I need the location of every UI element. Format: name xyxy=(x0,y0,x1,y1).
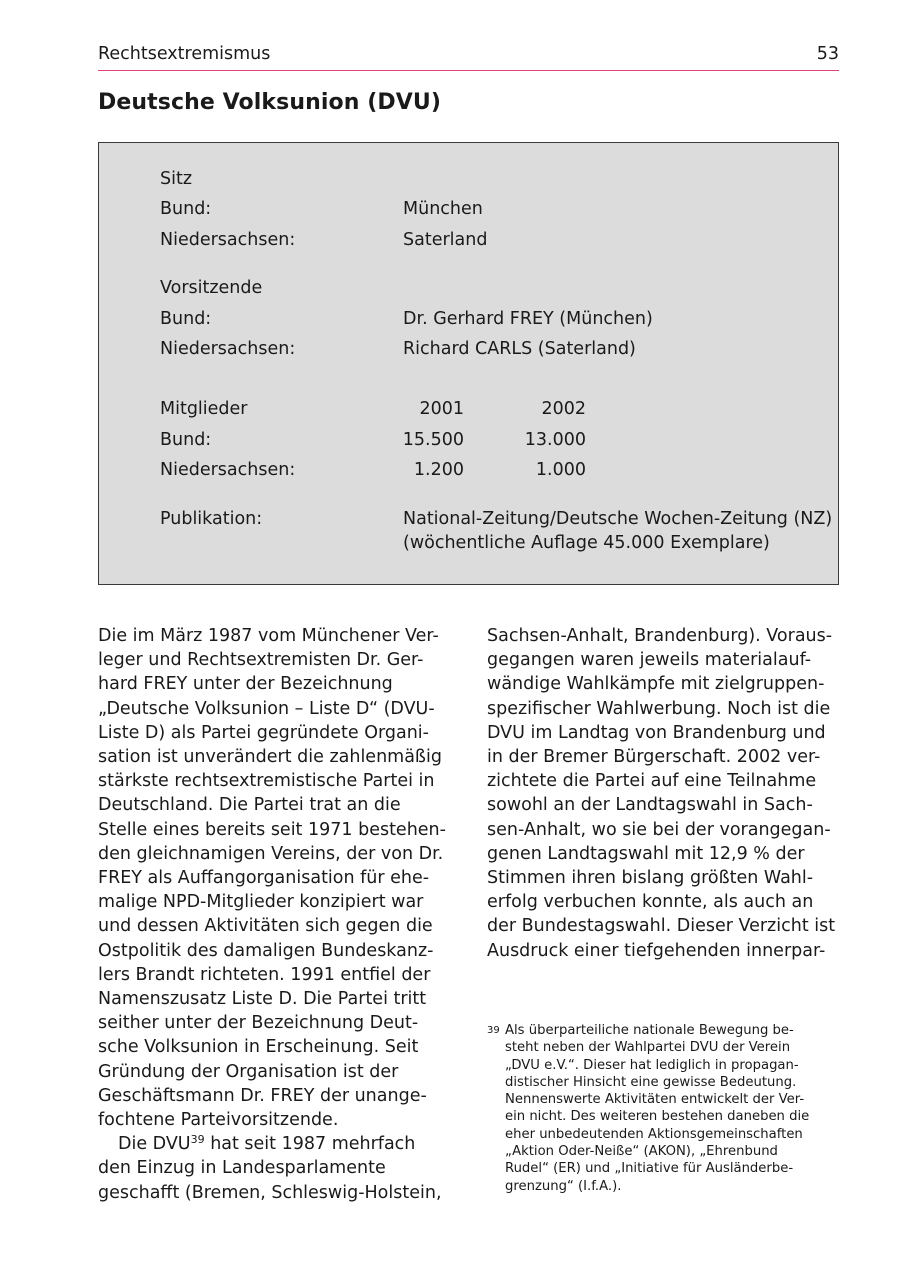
page-heading: Deutsche Volksunion (DVU) xyxy=(98,90,442,115)
vors-nds-value: Richard CARLS (Saterland) xyxy=(403,339,636,359)
text-line: Gründung der Organisation ist der xyxy=(98,1061,399,1082)
footnote-line: „DVU e.V.“. Dieser hat lediglich in propagan- xyxy=(505,1057,799,1073)
footnote-number: 39 xyxy=(487,1025,500,1036)
sitz-bund-value: München xyxy=(403,199,483,219)
text-line: lers Brandt richteten. 1991 entfiel der xyxy=(98,964,431,985)
footnote-ref[interactable]: 39 xyxy=(190,1133,205,1147)
mitglieder-bund-2001: 15.500 xyxy=(402,430,464,450)
publikation-label: Publikation: xyxy=(160,509,263,529)
body-column-right xyxy=(487,624,839,963)
paragraph-2-continued xyxy=(487,624,839,963)
footnote-text xyxy=(505,1022,809,1195)
paragraph-2 xyxy=(98,1132,450,1205)
text-line: den gleichnamigen Vereins, der von Dr. xyxy=(98,843,444,864)
mitglieder-label: Mitglieder xyxy=(160,399,248,419)
text-line: Stimmen ihren bislang größten Wahl- xyxy=(487,868,814,889)
vors-bund-label: Bund: xyxy=(160,309,212,329)
footnote-line: „Aktion Oder-Neiße“ (AKON), „Ehrenbund xyxy=(505,1144,778,1160)
mitglieder-year-2002: 2002 xyxy=(541,399,586,419)
sitz-nds-value: Saterland xyxy=(403,230,488,250)
vors-bund-value: Dr. Gerhard FREY (München) xyxy=(403,309,653,329)
text-line: seither unter der Bezeichnung Deut- xyxy=(98,1013,419,1034)
text-line: Geschäftsmann Dr. FREY der unange- xyxy=(98,1085,427,1106)
text-line: sen-Anhalt, wo sie bei der vorangegan- xyxy=(487,819,831,840)
footnote-line: grenzung“ (I.f.A.). xyxy=(505,1178,622,1194)
text-line: spezifischer Wahlwerbung. Noch ist die xyxy=(487,698,831,719)
text-line: „Deutsche Volksunion – Liste D“ (DVU- xyxy=(98,698,435,719)
text-line: Ostpolitik des damaligen Bundeskanz- xyxy=(98,940,434,961)
footnote-line: distischer Hinsicht eine gewisse Bedeutung. xyxy=(505,1074,797,1090)
sitz-nds-label: Niedersachsen: xyxy=(160,230,296,250)
text-line: sche Volksunion in Erscheinung. Seit xyxy=(98,1037,419,1058)
text-line: Sachsen-Anhalt, Brandenburg). Voraus- xyxy=(487,626,833,646)
section-title: Rechtsextremismus xyxy=(98,44,271,64)
text-line: sation ist unverändert die zahlenmäßig xyxy=(98,747,442,768)
footnote-line: eher unbedeutenden Aktionsgemeinschaften xyxy=(505,1126,803,1142)
text-line: Stelle eines bereits seit 1971 bestehen- xyxy=(98,819,446,840)
mitglieder-nds-2002: 1.000 xyxy=(535,460,586,480)
text-line: erfolg verbuchen konnte, als auch an xyxy=(487,892,814,913)
vorsitzende-label: Vorsitzende xyxy=(160,278,263,298)
text-line: DVU im Landtag von Brandenburg und xyxy=(487,722,826,743)
text-line: stärkste rechtsextremistische Partei in xyxy=(98,771,435,792)
footnote-line: ein nicht. Des weiteren bestehen daneben die xyxy=(505,1109,810,1125)
mitglieder-bund-2002: 13.000 xyxy=(524,430,586,450)
publikation-line-1: National-Zeitung/Deutsche Wochen-Zeitung (NZ) xyxy=(403,509,833,529)
text-line: gegangen waren jeweils materialauf- xyxy=(487,650,812,671)
footnote-line: Rudel“ (ER) und „Initiative für Ausländerbe- xyxy=(505,1161,794,1177)
text-line: leger und Rechtsextremisten Dr. Ger- xyxy=(98,650,424,671)
footnote-line: steht neben der Wahlpartei DVU der Verein xyxy=(505,1040,791,1056)
text-line: fochtene Parteivorsitzende. xyxy=(98,1110,339,1131)
para2-rest: hat seit 1987 mehrfach xyxy=(204,1134,416,1155)
mitglieder-nds-2001: 1.200 xyxy=(413,460,464,480)
running-header xyxy=(98,44,839,71)
mitglieder-bund-label: Bund: xyxy=(160,430,212,450)
text-line: Die im März 1987 vom Münchener Ver- xyxy=(98,626,439,646)
text-line: wändige Wahlkämpfe mit zielgruppen- xyxy=(487,674,825,695)
info-box xyxy=(98,142,839,585)
mitglieder-nds-label: Niedersachsen: xyxy=(160,460,296,480)
text-line: Liste D) als Partei gegründete Organi- xyxy=(98,722,429,743)
footnote-line: Nennenswerte Aktivitäten entwickelt der Ver- xyxy=(505,1092,805,1108)
text-line: malige NPD-Mitglieder konzipiert war xyxy=(98,892,424,913)
sitz-label: Sitz xyxy=(160,169,193,189)
publikation-line-2: (wöchentliche Auflage 45.000 Exemplare) xyxy=(403,533,770,553)
mitglieder-year-2001: 2001 xyxy=(419,399,464,419)
text-line xyxy=(98,1132,450,1156)
text-line: geschafft (Bremen, Schleswig-Holstein, xyxy=(98,1182,442,1203)
text-line: Ausdruck einer tiefgehenden innerpar- xyxy=(487,940,826,961)
text-line: zichtete die Partei auf eine Teilnahme xyxy=(487,771,817,792)
page-number: 53 xyxy=(816,44,839,64)
paragraph-1 xyxy=(98,624,450,1132)
text-line: FREY als Auffangorganisation für ehe- xyxy=(98,868,430,889)
text-line: Deutschland. Die Partei trat an die xyxy=(98,795,401,816)
text-line: sowohl an der Landtagswahl in Sach- xyxy=(487,795,813,816)
text-line: genen Landtagswahl mit 12,9 % der xyxy=(487,843,805,864)
text-line: in der Bremer Bürgerschaft. 2002 ver- xyxy=(487,747,821,768)
body-column-left xyxy=(98,624,450,1205)
text-line: hard FREY unter der Bezeichnung xyxy=(98,674,393,695)
text-line: der Bundestagswahl. Dieser Verzicht ist xyxy=(487,916,836,937)
text-line: den Einzug in Landesparlamente xyxy=(98,1158,386,1179)
sitz-bund-label: Bund: xyxy=(160,199,212,219)
vors-nds-label: Niedersachsen: xyxy=(160,339,296,359)
text-line: Namenszusatz Liste D. Die Partei tritt xyxy=(98,989,427,1010)
footnote-line: Als überparteiliche nationale Bewegung be- xyxy=(505,1023,794,1038)
para2-start: Die DVU xyxy=(118,1134,191,1155)
text-line: und dessen Aktivitäten sich gegen die xyxy=(98,916,433,937)
